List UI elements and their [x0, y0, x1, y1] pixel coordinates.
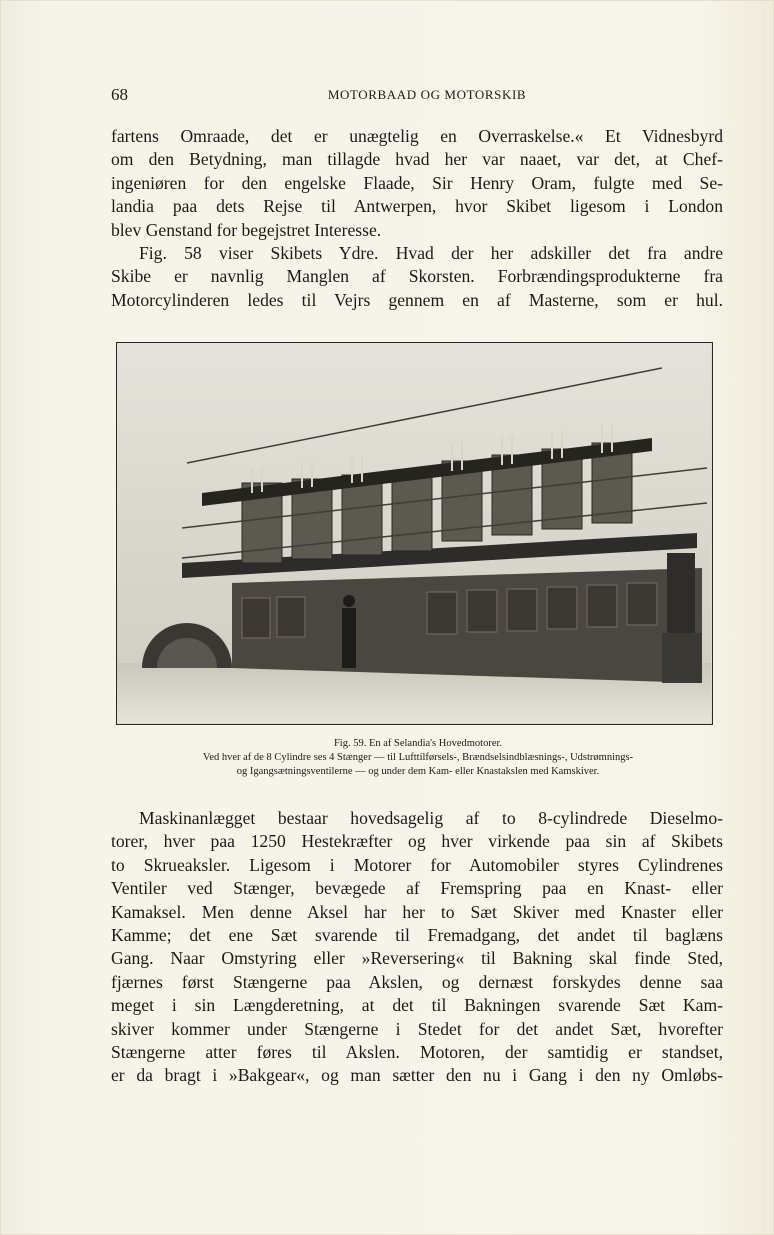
- page-number: 68: [111, 85, 128, 104]
- text-line: to Skrueaksler. Ligesom i Motorer for Automobiler styres Cylindrenes: [111, 854, 723, 875]
- text-line: fartens Omraade, det er unægtelig en Overraskelse.« Et Vidnesbyrd: [111, 126, 723, 146]
- text-line: er da bragt i »Bakgear«, og man sætter den nu i Gang i den ny Omløbs-: [111, 1065, 723, 1086]
- text-line: Stængerne atter føres til Akslen. Motoren, der samtidig er standset,: [111, 1041, 723, 1062]
- text-line: Skibe er navnlig Manglen af Skorsten. Forbrændingsprodukterne fra: [111, 266, 723, 287]
- figure-caption: [101, 737, 735, 779]
- text-line: om den Betydning, man tillagde hvad her var naaet, var det, at Chef-: [111, 149, 723, 170]
- text-line: torer, hver paa 1250 Hestekræfter og hver virkende paa sin af Skibets: [111, 831, 723, 852]
- text-line: skiver kommer under Stængerne i Stedet for det andet Sæt, hvorefter: [111, 1018, 723, 1039]
- text-line: Ventiler ved Stænger, bevægede af Fremspring paa en Knast- eller: [111, 878, 723, 899]
- text-line: blev Genstand for begejstret Interesse.: [111, 219, 382, 240]
- text-line: Fig. 58 viser Skibets Ydre. Hvad der her adskiller det fra andre: [139, 242, 723, 263]
- text-line: fjærnes først Stængerne paa Akslen, og dernæst forskydes denne saa: [111, 971, 723, 992]
- text-line: Kamme; det ene Sæt svarende til Fremadgang, det andet til baglæns: [111, 924, 723, 945]
- paragraph-block-bottom: [111, 807, 723, 1088]
- text-line: landia paa dets Rejse til Antwerpen, hvor Skibet ligesom i London: [111, 196, 723, 217]
- text-line: Maskinanlægget bestaar hovedsagelig af to 8-cylindrede Dieselmo-: [139, 808, 723, 828]
- engine-photograph: [116, 342, 713, 725]
- caption-title: Fig. 59. En af Selandia's Hovedmotorer.: [333, 738, 503, 749]
- running-head: MOTORBAAD OG MOTORSKIB: [327, 87, 527, 102]
- text-line: Gang. Naar Omstyring eller »Reversering« til Bakning skal finde Sted,: [111, 948, 723, 969]
- caption-line: og Igangsætningsventilerne — og under dem Kam- eller Knastakslen med Kamskiver.: [236, 766, 600, 777]
- paragraph-block-top: [111, 125, 723, 312]
- caption-line: Ved hver af de 8 Cylindre ses 4 Stænger — til Lufttilførsels-, Brændselsindblæsnings-, Udstrømnings-: [202, 752, 634, 763]
- text-line: ingeniøren for den engelske Flaade, Sir Henry Oram, fulgte med Se-: [111, 172, 723, 193]
- page-header: [111, 85, 723, 109]
- text-line: Kamaksel. Men denne Aksel har her to Sæt Skiver med Knaster eller: [111, 901, 723, 922]
- diesel-engine-illustration: [117, 343, 711, 723]
- text-line: meget i sin Længderetning, at det til Bakningen svarende Sæt Kam-: [111, 995, 723, 1016]
- text-line: Motorcylinderen ledes til Vejrs gennem en af Masterne, som er hul.: [111, 289, 723, 310]
